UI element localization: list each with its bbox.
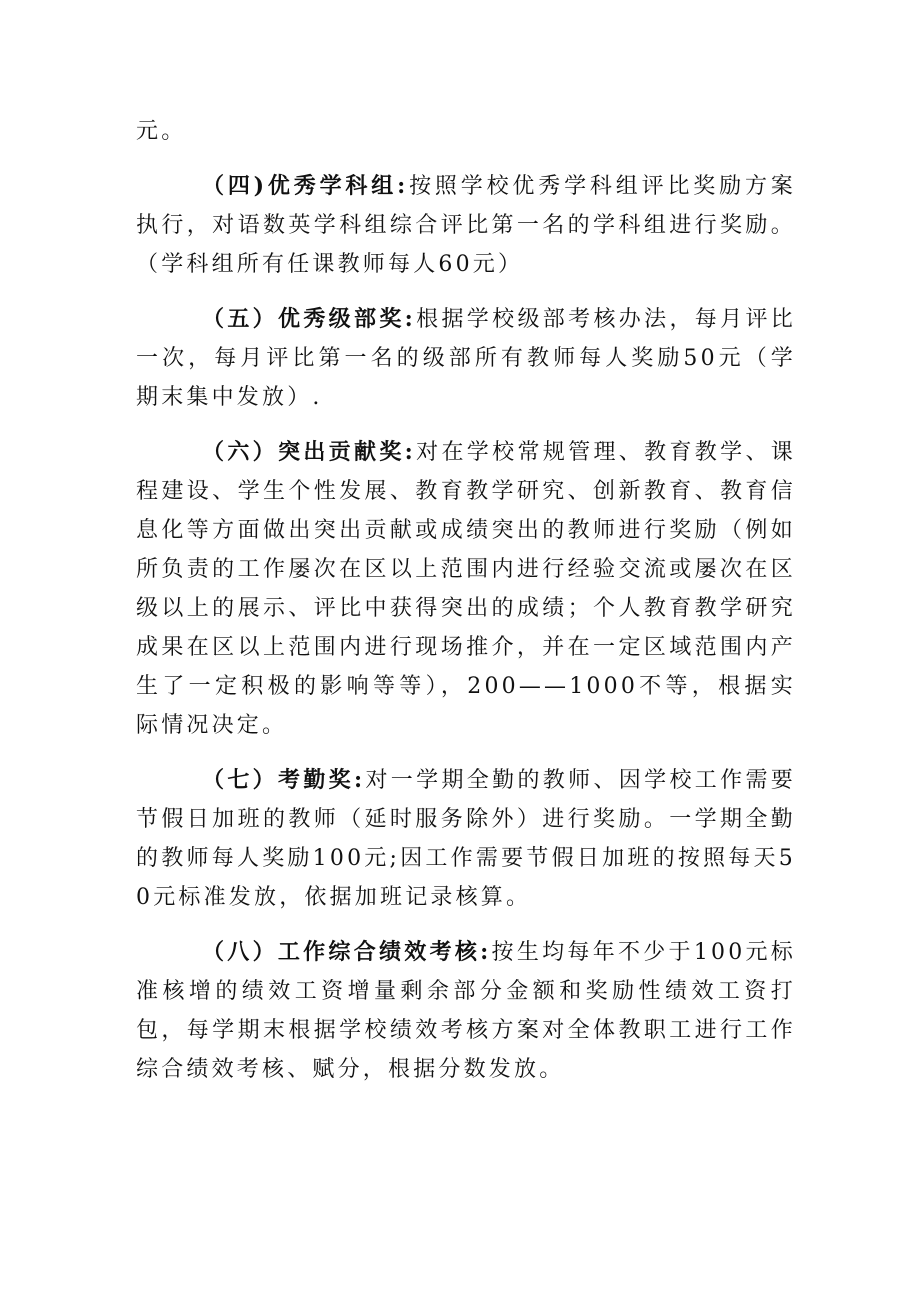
paragraph-heading: （六）突出贡献奖: — [202, 439, 416, 465]
paragraph-excellent-subject-group — [136, 167, 796, 284]
paragraph-body: 根据学校级部考核办法，每月评比一次，每月评比第一名的级部所有教师每人奖励50元（学期末集中发放）. — [136, 307, 796, 410]
document-page — [136, 112, 796, 1105]
paragraph-body: 按照学校优秀学科组评比奖励方案执行，对语数英学科组综合评比第一名的学科组进行奖励。（学科组所有任课教师每人60元） — [136, 174, 796, 277]
paragraph-attendance-award — [136, 761, 796, 917]
paragraph-outstanding-contribution-award — [136, 433, 796, 745]
paragraph-continuation — [136, 112, 796, 151]
paragraph-heading: （五）优秀级部奖: — [202, 306, 416, 332]
paragraph-heading: （八）工作综合绩效考核: — [202, 939, 492, 965]
paragraph-body: 对在学校常规管理、教育教学、课程建设、学生个性发展、教育教学研究、创新教育、教育信息化等方面做出突出贡献或成绩突出的教师进行奖励（例如所负责的工作屡次在区以上范围内进行经验交流或屡次在区级以上的展示、评比中获得突出的成绩；个人教育教学研究成果在区以上范围内进行现场推介，并在一定区域范围内产生了一定积极的影响等等），200——1000不等，根据实际情况决定。 — [136, 440, 796, 738]
paragraph-heading: （七）考勤奖: — [202, 767, 366, 793]
paragraph-heading: （四)优秀学科组: — [202, 173, 409, 199]
paragraph-body: 按生均每年不少于100元标准核增的绩效工资增量剩余部分金额和奖励性绩效工资打包，每学期末根据学校绩效考核方案对全体教职工进行工作综合绩效考核、赋分，根据分数发放。 — [136, 940, 796, 1082]
paragraph-body: 元。 — [136, 119, 187, 144]
paragraph-body: 对一学期全勤的教师、因学校工作需要节假日加班的教师（延时服务除外）进行奖励。一学期全勤的教师每人奖励100元;因工作需要节假日加班的按照每天50元标准发放，依据加班记录核算。 — [136, 768, 796, 910]
paragraph-comprehensive-performance — [136, 933, 796, 1089]
paragraph-excellent-grade-award — [136, 300, 796, 417]
